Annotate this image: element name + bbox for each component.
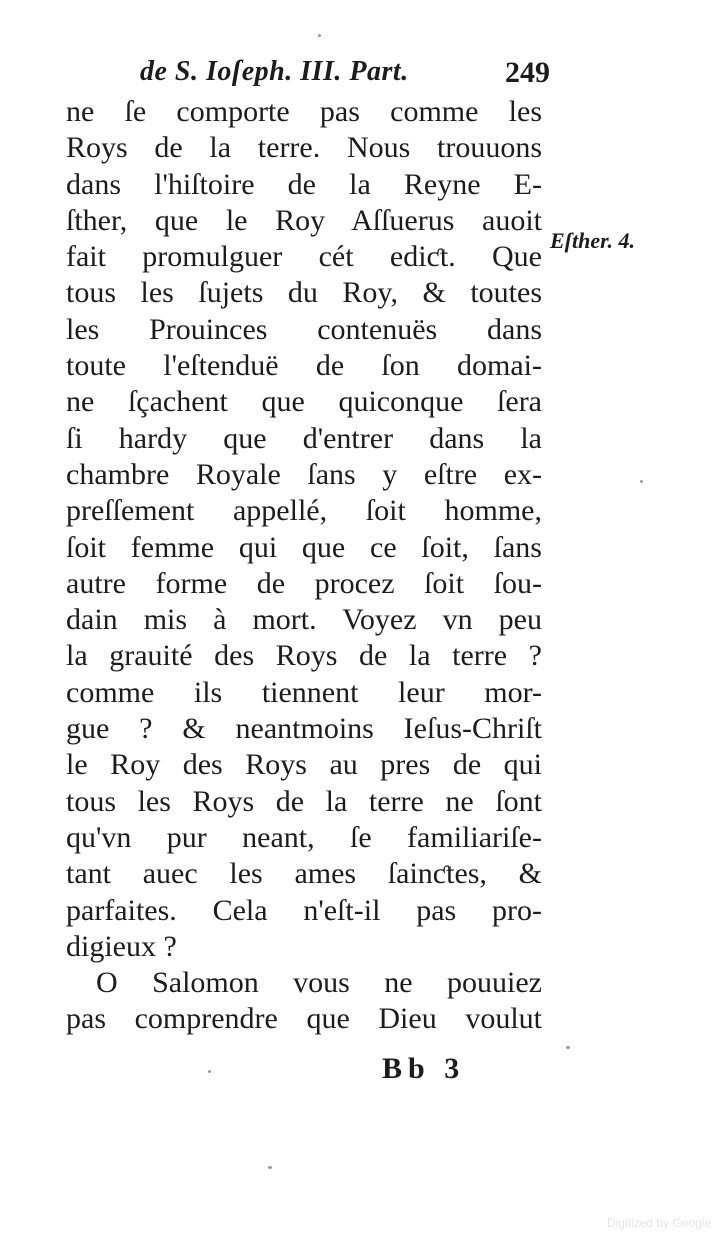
text-line: dain mis à mort. Voyez vn peu (66, 603, 542, 637)
text-line: digieux ? (66, 929, 177, 963)
text-line: autre forme de procez ſoit ſou- (66, 566, 542, 600)
text-line: ſoit femme qui que ce ſoit, ſans (66, 530, 542, 564)
text-line: dans l'hiſtoire de la Reyne E- (66, 167, 542, 201)
text-line: chambre Royale ſans y eſtre ex- (66, 457, 542, 491)
text-line: ſi hardy que d'entrer dans la (66, 421, 542, 455)
text-line: ſther, que le Roy Aſſuerus auoit (66, 203, 542, 237)
margin-note: Eſther. 4. (550, 228, 635, 253)
text-line: la grauité des Roys de la terre ? (66, 639, 542, 673)
text-line: preſſement appellé, ſoit homme, (66, 494, 542, 528)
body-text (66, 94, 542, 1038)
text-line: les Prouinces contenuës dans (66, 312, 542, 346)
text-line: le Roy des Roys au pres de qui (66, 748, 542, 782)
text-line: toute l'eſtenduë de ſon domai- (66, 349, 542, 383)
running-head (140, 56, 550, 96)
ink-speck (640, 480, 643, 483)
text-line: ne ſçachent que quiconque ſera (66, 385, 542, 419)
text-line: tous les Roys de la terre ne ſont (66, 784, 542, 818)
text-line: O Salomon vous ne pouuiez (96, 966, 542, 1000)
text-line: qu'vn pur neant, ſe familiariſe- (66, 820, 542, 854)
text-line: comme ils tiennent leur mor- (66, 675, 542, 709)
ink-speck (268, 1166, 272, 1169)
page-number: 249 (505, 56, 550, 89)
ink-speck (318, 34, 321, 37)
running-head-title: de S. Ioſeph. III. Part. (140, 56, 409, 87)
text-line: tant auec les ames ſainƈtes, & (66, 857, 542, 891)
text-line: fait promulguer cét ediƈt. Que (66, 240, 542, 274)
text-line: Roys de la terre. Nous trouuons (66, 131, 542, 165)
signature-mark: Bb 3 (382, 1052, 466, 1085)
text-line: ne ſe comporte pas comme les (66, 95, 542, 128)
text-line: parfaites. Cela n'eſt-il pas pro- (66, 893, 542, 927)
ink-speck (566, 1046, 570, 1049)
text-line: pas comprendre que Dieu voulut (66, 1002, 542, 1036)
watermark: Digitized by Google (606, 1216, 711, 1230)
ink-speck (208, 1070, 211, 1073)
text-line: tous les ſujets du Roy, & toutes (66, 276, 542, 310)
text-line: gue ? & neantmoins Ieſus-Chriſt (66, 712, 542, 746)
